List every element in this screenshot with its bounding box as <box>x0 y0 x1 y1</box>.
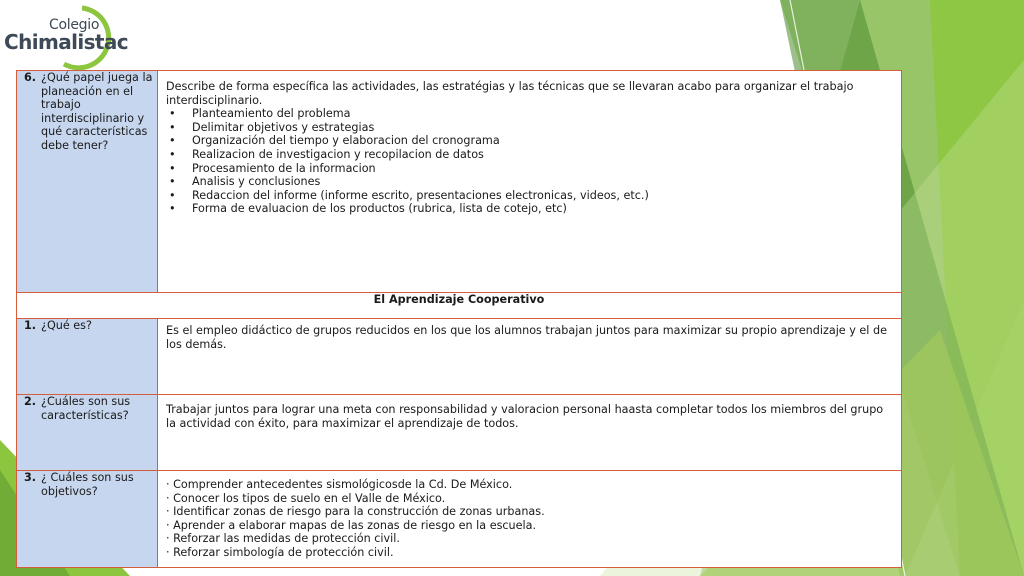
question-text: ¿ Cuáles son sus objetivos? <box>41 471 134 498</box>
objective-line: · Aprender a elaborar mapas de las zonas de riesgo en la escuela. <box>166 518 537 532</box>
answer-text: Trabajar juntos para lograr una meta con responsabilidad y valoracion personal haasta completar todos los miembros del grupo la actividad con éxito, para maximizar el aprendizaje de todos. <box>166 403 884 430</box>
bullet-list <box>166 107 893 216</box>
answer-cell <box>158 395 902 471</box>
answer-cell <box>158 319 902 395</box>
list-item: • Procesamiento de la informacion <box>185 162 893 176</box>
question-text: ¿Qué es? <box>41 319 92 332</box>
answer-text: Es el empleo didáctico de grupos reducidos en los que los alumnos trabajan juntos para maximizar su propio aprendizaje y el de los demás. <box>166 324 887 351</box>
list-item: • Redaccion del informe (informe escrito, presentaciones electronicas, videos, etc.) <box>185 189 893 203</box>
table-row <box>17 471 902 568</box>
table-row <box>17 319 902 395</box>
question-number: 6. <box>24 71 37 84</box>
section-header-row <box>17 293 902 319</box>
answer-intro: Describe de forma específica las actividades, las estratégias y las técnicas que se llevaran acabo para organizar el trabajo interdisciplinario. <box>166 80 854 107</box>
question-cell <box>17 395 158 471</box>
section-title: El Aprendizaje Cooperativo <box>17 293 902 319</box>
answer-cell <box>158 471 902 568</box>
objective-line: · Comprender antecedentes sismológicosde la Cd. De México. <box>166 478 513 491</box>
list-item: • Realizacion de investigacion y recopilacion de datos <box>185 148 893 162</box>
question-text: ¿Cuáles son sus características? <box>41 395 131 422</box>
question-cell <box>17 471 158 568</box>
school-logo <box>4 2 129 68</box>
question-cell <box>17 71 158 293</box>
objective-line: · Reforzar simbología de protección civil. <box>166 545 394 559</box>
list-item: • Planteamiento del problema <box>185 107 893 121</box>
question-text: ¿Qué papel juega la planeación en el trabajo interdisciplinario y qué características debe tener? <box>41 71 153 152</box>
list-item: • Analisis y conclusiones <box>185 175 893 189</box>
question-number: 2. <box>24 395 37 408</box>
list-item: • Organización del tiempo y elaboracion del cronograma <box>185 134 893 148</box>
logo-line-colegio: Colegio <box>49 17 100 33</box>
objective-line: · Conocer los tipos de suelo en el Valle de México. <box>166 491 446 505</box>
question-cell <box>17 319 158 395</box>
question-number: 1. <box>24 319 37 332</box>
list-item: • Forma de evaluacion de los productos (rubrica, lista de cotejo, etc) <box>185 202 893 216</box>
objective-line: · Identificar zonas de riesgo para la construcción de zonas urbanas. <box>166 505 545 519</box>
content-table <box>16 70 902 568</box>
logo-line-chimalistac: Chimalistac <box>4 30 129 54</box>
question-number: 3. <box>24 471 37 484</box>
list-item: • Delimitar objetivos y estrategias <box>185 121 893 135</box>
table-row <box>17 395 902 471</box>
table-row <box>17 71 902 293</box>
answer-cell <box>158 71 902 293</box>
objective-line: · Reforzar las medidas de protección civil. <box>166 532 400 546</box>
